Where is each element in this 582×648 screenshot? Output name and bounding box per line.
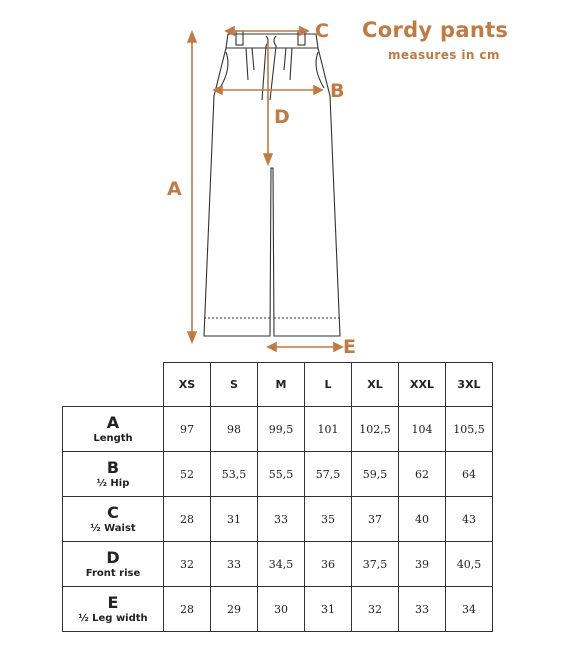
table-cell: 29 <box>211 587 258 632</box>
table-cell: 33 <box>211 542 258 587</box>
arrow-a-bottom <box>188 332 196 342</box>
table-row <box>63 407 493 452</box>
row-letter: C <box>107 502 119 522</box>
diagram-label-e: E <box>343 336 356 358</box>
table-cell: 30 <box>258 587 305 632</box>
row-measure-name: ½ Leg width <box>78 612 148 624</box>
table-cell: 36 <box>305 542 352 587</box>
table-cell: 59,5 <box>352 452 399 497</box>
table-cell: 34 <box>446 587 493 632</box>
table-cell: 98 <box>211 407 258 452</box>
diagram-label-b: B <box>330 80 345 102</box>
table-cell: 35 <box>305 497 352 542</box>
table-cell: 62 <box>399 452 446 497</box>
table-corner <box>63 363 164 407</box>
table-cell: 31 <box>211 497 258 542</box>
row-letter: B <box>106 457 120 477</box>
table-cell: 33 <box>258 497 305 542</box>
table-cell: 37 <box>352 497 399 542</box>
table-cell: 102,5 <box>352 407 399 452</box>
row-letter: A <box>106 412 120 432</box>
row-header <box>63 497 164 542</box>
table-cell: 28 <box>164 497 211 542</box>
diagram-label-d: D <box>274 106 290 128</box>
size-chart-table <box>62 362 493 632</box>
column-header: L <box>305 363 352 407</box>
table-cell: 40,5 <box>446 542 493 587</box>
table-row <box>63 542 493 587</box>
table-cell: 52 <box>164 452 211 497</box>
row-header <box>63 407 164 452</box>
row-header <box>63 542 164 587</box>
table-cell: 97 <box>164 407 211 452</box>
column-header: M <box>258 363 305 407</box>
arrow-e-left <box>268 343 276 351</box>
row-header <box>63 452 164 497</box>
table-header-row <box>63 363 493 407</box>
waistband <box>226 34 318 48</box>
table-cell: 28 <box>164 587 211 632</box>
row-measure-name: ½ Waist <box>90 522 136 534</box>
table-cell: 31 <box>305 587 352 632</box>
table-cell: 53,5 <box>211 452 258 497</box>
row-measure-name: ½ Hip <box>96 477 130 489</box>
page-subtitle: measures in cm <box>388 48 500 62</box>
table-cell: 43 <box>446 497 493 542</box>
diagram-label-a: A <box>167 178 182 200</box>
table-cell: 99,5 <box>258 407 305 452</box>
page-title: Cordy pants <box>362 18 509 42</box>
table-cell: 32 <box>164 542 211 587</box>
column-header: XL <box>352 363 399 407</box>
table-cell: 104 <box>399 407 446 452</box>
arrow-b-right <box>314 86 322 94</box>
row-measure-name: Length <box>93 432 133 444</box>
table-cell: 32 <box>352 587 399 632</box>
table-row <box>63 497 493 542</box>
row-letter: E <box>107 592 119 612</box>
diagram-label-c: C <box>315 20 329 42</box>
belt-loop-left <box>236 31 243 45</box>
row-header <box>63 587 164 632</box>
table-row <box>63 587 493 632</box>
table-cell: 55,5 <box>258 452 305 497</box>
arrow-e-right <box>334 343 342 351</box>
arrow-c-left <box>226 27 234 35</box>
column-header: S <box>211 363 258 407</box>
table-cell: 37,5 <box>352 542 399 587</box>
table-cell: 33 <box>399 587 446 632</box>
arrow-a-top <box>188 32 196 42</box>
table-cell: 101 <box>305 407 352 452</box>
table-cell: 64 <box>446 452 493 497</box>
table-cell: 105,5 <box>446 407 493 452</box>
table-row <box>63 452 493 497</box>
table-cell: 34,5 <box>258 542 305 587</box>
table-cell: 57,5 <box>305 452 352 497</box>
arrow-d-bottom <box>264 154 272 164</box>
table-cell: 40 <box>399 497 446 542</box>
table-cell: 39 <box>399 542 446 587</box>
column-header: XS <box>164 363 211 407</box>
column-header: XXL <box>399 363 446 407</box>
row-letter: D <box>106 547 120 567</box>
row-measure-name: Front rise <box>85 567 141 579</box>
column-header: 3XL <box>446 363 493 407</box>
